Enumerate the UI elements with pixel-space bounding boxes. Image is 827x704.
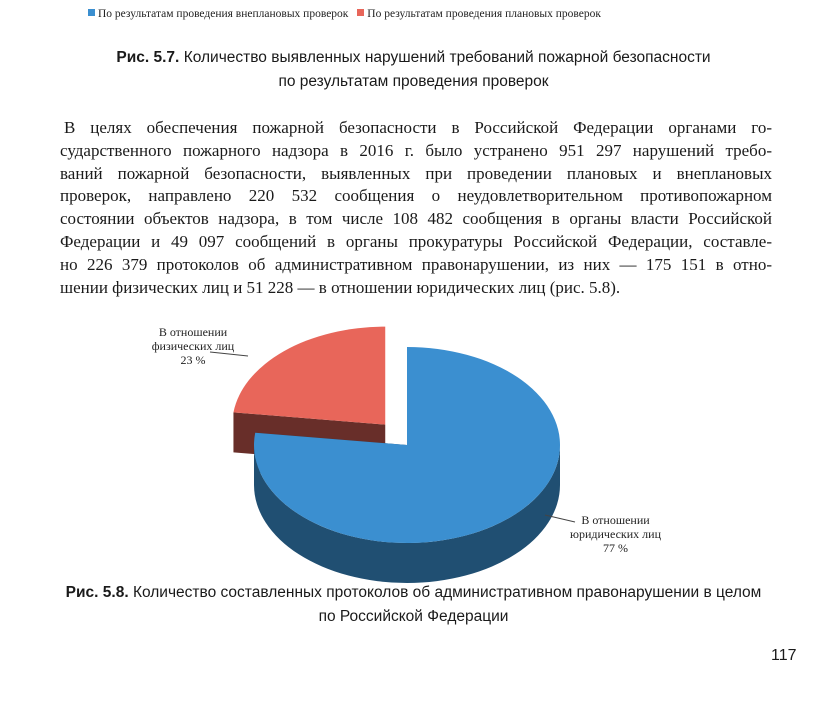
paragraph-line: но 226 379 протоколов об административном правонарушении, из них — 175 151 в отно- xyxy=(60,254,772,274)
figure-5-7-label: Рис. 5.7. xyxy=(116,49,180,66)
pie-label-individuals xyxy=(138,325,248,367)
figure-5-8-label: Рис. 5.8. xyxy=(65,584,129,601)
paragraph-line: сударственного пожарного надзора в 2016 г. было устранено 951 297 нарушений требо- xyxy=(60,140,772,160)
pie-label-individuals-line1: В отношении xyxy=(158,325,228,339)
pie-layer xyxy=(233,327,560,583)
paragraph-line: проверок, направлено 220 532 сообщения о неудовлетворительном противопожарном xyxy=(60,186,772,206)
figure-5-7-line1: Количество выявленных нарушений требований пожарной безопасности xyxy=(183,49,711,66)
pie-label-legal xyxy=(558,513,673,555)
pie-label-individuals-line2: физических лиц xyxy=(151,339,235,353)
legend-label-unplanned: По результатам проведения внеплановых проверок xyxy=(98,8,349,20)
pie-label-legal-value: 77 % xyxy=(603,541,628,555)
figure-5-8-caption xyxy=(0,581,827,629)
paragraph-line: шении физических лиц и 51 228 — в отношении юридических лиц (рис. 5.8). xyxy=(60,277,621,297)
paragraph-line: состоянии объектов надзора, в том числе 108 482 сообщения в органы власти Российской xyxy=(60,209,772,229)
paragraph-line: В целях обеспечения пожарной безопасности в Российской Федерации органами го- xyxy=(64,118,772,137)
paragraph-line: Федерации и 49 097 сообщений в органы прокуратуры Российской Федерации, составле- xyxy=(60,231,772,251)
pie-label-individuals-value: 23 % xyxy=(180,353,206,367)
pie-label-legal-line1: В отношении xyxy=(581,513,650,527)
page-number: 117 xyxy=(771,647,797,664)
figure-5-7-line2: по результатам проведения проверок xyxy=(278,73,549,90)
figure-5-8-line2: по Российской Федерации xyxy=(318,608,509,625)
legend-label-planned: По результатам проведения плановых проверок xyxy=(367,8,601,20)
figure-5-8-line1: Количество составленных протоколов об административном правонарушении в целом xyxy=(132,584,762,601)
pie-label-legal-line2: юридических лиц xyxy=(570,527,661,541)
pie-slice-individuals-top-face xyxy=(233,327,385,425)
paragraph-line: ваний пожарной безопасности, выявленных при проведении плановых и внеплановых xyxy=(60,163,772,183)
